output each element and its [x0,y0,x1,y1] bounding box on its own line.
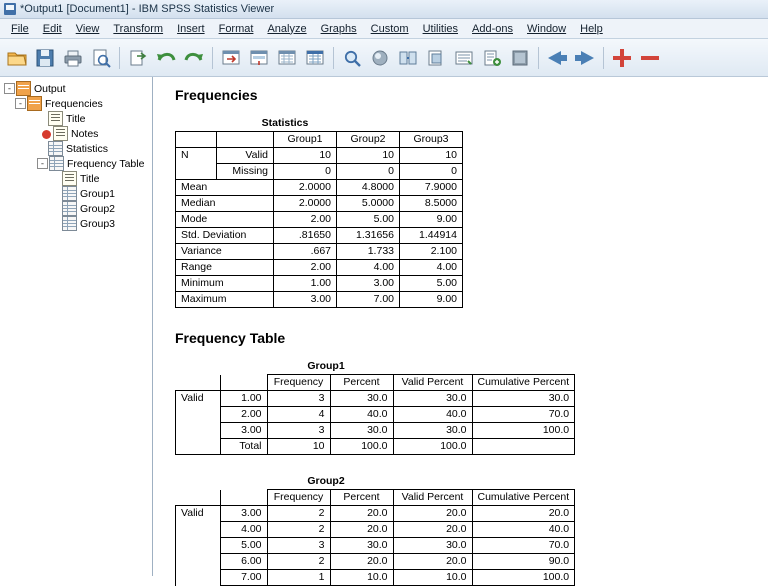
back-icon[interactable] [544,45,570,71]
table-header-row [176,132,463,148]
menu-custom[interactable] [364,21,416,37]
column-header-group3: Group3 [400,132,463,148]
save-file-icon[interactable] [32,45,58,71]
cell-value: 4.00 [337,260,400,276]
text-icon [62,171,77,186]
cell-cumulative: 20.0 [472,506,575,522]
table-row [176,292,463,308]
cell-frequency: 2 [267,506,330,522]
cell-value: 10 [400,148,463,164]
cell-value: .81650 [274,228,337,244]
cell-cumulative: 100.0 [472,423,575,439]
row-group-label: Valid [176,506,221,522]
table-row [176,276,463,292]
outline-item-title-2[interactable] [4,171,152,186]
row-category: 3.00 [220,423,267,439]
cell-valid-percent: 20.0 [393,522,472,538]
row-group-label [176,538,221,554]
window-title: *Output1 [Document1] - IBM SPSS Statistics Viewer [20,3,275,15]
menu-addons-label: Add-ons [472,22,513,35]
row-category: 3.00 [220,506,267,522]
group2-table-title: Group2 [307,475,345,487]
menu-transform-label: Transform [113,22,164,35]
cell-value: 0 [337,164,400,180]
menu-custom-label: Custom [370,22,409,35]
cell-value: 3.00 [337,276,400,292]
book-icon [16,81,31,96]
table-row [176,228,463,244]
outline-label: Statistics [66,142,109,155]
row-category: 5.00 [220,538,267,554]
designate-window-icon[interactable] [507,45,533,71]
menu-utilities[interactable] [416,21,465,37]
cell-value: 9.00 [400,212,463,228]
promote-icon[interactable] [609,45,635,71]
table-row [176,148,463,164]
table-icon [62,216,77,231]
text-icon [53,126,68,141]
split-file-icon[interactable] [395,45,421,71]
table-icon [62,201,77,216]
cell-value: 2.0000 [274,196,337,212]
group1-block [175,360,768,455]
cell-value: 1.31656 [337,228,400,244]
menu-view-label: View [75,22,100,35]
cell-frequency: 4 [267,407,330,423]
cell-frequency: 2 [267,522,330,538]
cell-value: 9.00 [400,292,463,308]
cell-valid-percent: 10.0 [393,570,472,586]
title-bar [0,0,768,19]
row-category: 6.00 [220,554,267,570]
table-row [176,180,463,196]
menu-view[interactable] [69,21,107,37]
toolbar-separator [333,47,334,69]
cell-cumulative: 100.0 [472,570,575,586]
cell-frequency: 3 [267,538,330,554]
cell-value: 2.00 [274,260,337,276]
goto-case-icon[interactable] [246,45,272,71]
redo-icon[interactable] [181,45,207,71]
menu-insert[interactable] [170,21,212,37]
toolbar-separator [119,47,120,69]
corner-cell-2 [220,375,267,391]
menu-edit-label: Edit [42,22,62,35]
column-header-cumulative-percent: Cumulative Percent [472,375,575,391]
show-hide-icon[interactable] [451,45,477,71]
row-category: 1.00 [220,391,267,407]
cell-percent: 30.0 [330,538,393,554]
cell-value: .667 [274,244,337,260]
outline-label: Title [66,112,86,125]
outline-item-frequencies[interactable] [4,96,152,111]
table-row [176,260,463,276]
cell-frequency: 2 [267,554,330,570]
table-row [176,196,463,212]
variables-icon[interactable] [274,45,300,71]
cell-frequency: 3 [267,391,330,407]
row-category: 4.00 [220,522,267,538]
row-label: Maximum [176,292,274,308]
expand-toggle-icon[interactable]: - [4,83,15,94]
row-label: Minimum [176,276,274,292]
table-icon [62,186,77,201]
open-file-icon[interactable] [4,45,30,71]
menu-analyze[interactable] [260,21,313,37]
table-header-row [176,490,575,506]
menu-window-label: Window [527,22,567,35]
cell-value: 5.00 [337,212,400,228]
group1-table-title: Group1 [307,360,345,372]
corner-cell [176,490,221,506]
menu-insert-label: Insert [177,22,205,35]
cell-value: 2.00 [274,212,337,228]
cell-cumulative: 70.0 [472,538,575,554]
table-row [176,212,463,228]
outline-label: Group1 [80,187,116,200]
toolbar-separator [603,47,604,69]
toolbar-separator [212,47,213,69]
forward-icon[interactable] [572,45,598,71]
row-label: N [176,148,217,164]
table-row [176,407,575,423]
cell-percent: 10.0 [330,570,393,586]
insert-table-icon[interactable] [302,45,328,71]
output-pane[interactable] [153,77,768,583]
outline-item-title[interactable] [4,111,152,126]
spss-viewer-icon [4,3,16,15]
outline-item-notes[interactable] [4,126,152,141]
outline-label: Group2 [80,202,116,215]
cell-frequency: 10 [267,439,330,455]
red-dot-icon [42,130,51,139]
outline-item-statistics[interactable] [4,141,152,156]
demote-icon[interactable] [637,45,663,71]
cell-valid-percent: 30.0 [393,423,472,439]
cell-valid-percent: 100.0 [393,439,472,455]
cell-percent: 20.0 [330,506,393,522]
menu-format[interactable] [212,21,261,37]
cell-value: 1.733 [337,244,400,260]
menu-window[interactable] [520,21,573,37]
cell-value: 0 [274,164,337,180]
row-group-label [176,522,221,538]
corner-cell [176,132,217,148]
table-row [176,391,575,407]
cell-value: 1.00 [274,276,337,292]
table-row [176,554,575,570]
cell-value: 8.5000 [400,196,463,212]
page-title-frequency-table: Frequency Table [175,330,286,346]
cell-percent: 40.0 [330,407,393,423]
insert-new-output-icon[interactable] [479,45,505,71]
cell-valid-percent: 20.0 [393,506,472,522]
row-label: Std. Deviation [176,228,274,244]
cell-cumulative: 90.0 [472,554,575,570]
cell-value: 10 [337,148,400,164]
menu-edit[interactable] [36,21,69,37]
cell-frequency: 1 [267,570,330,586]
corner-cell-2 [220,490,267,506]
table-header-row [176,375,575,391]
menu-bar[interactable] [0,19,768,39]
menu-file-label: File [11,22,29,35]
column-header-valid-percent: Valid Percent [393,375,472,391]
cell-value: 5.0000 [337,196,400,212]
export-icon[interactable] [125,45,151,71]
cell-percent: 100.0 [330,439,393,455]
cell-value: 2.100 [400,244,463,260]
row-total-label: Total [220,439,267,455]
cell-value: 1.44914 [400,228,463,244]
row-sublabel: Valid [217,148,274,164]
menu-analyze-label: Analyze [267,22,307,35]
menu-help-label: Help [580,22,603,35]
group2-block [175,475,768,586]
book-icon [27,96,42,111]
row-category: 2.00 [220,407,267,423]
column-header-frequency: Frequency [267,375,330,391]
row-label: Mean [176,180,274,196]
table-row [176,570,575,586]
cell-value: 0 [400,164,463,180]
table-icon [48,141,63,156]
cell-valid-percent: 40.0 [393,407,472,423]
menu-transform[interactable] [106,21,170,37]
statistics-table[interactable] [175,131,463,308]
table-row [176,522,575,538]
column-header-percent: Percent [330,490,393,506]
print-icon[interactable] [60,45,86,71]
table-row [176,538,575,554]
cell-valid-percent: 20.0 [393,554,472,570]
cell-percent: 30.0 [330,391,393,407]
cell-cumulative [472,439,575,455]
group2-table[interactable] [175,489,575,586]
column-header-frequency: Frequency [267,490,330,506]
cell-cumulative: 40.0 [472,522,575,538]
expand-toggle-icon[interactable]: - [15,98,26,109]
undo-icon[interactable] [153,45,179,71]
menu-graphs-label: Graphs [320,22,357,35]
column-header-valid-percent: Valid Percent [393,490,472,506]
cell-valid-percent: 30.0 [393,538,472,554]
row-group-label [176,439,221,455]
row-label [176,164,217,180]
find-icon[interactable] [339,45,365,71]
outline-item-group3[interactable] [4,216,152,231]
print-preview-icon[interactable] [88,45,114,71]
row-group-label [176,407,221,423]
row-group-label [176,554,221,570]
outline-item-output[interactable] [4,81,152,96]
row-label: Median [176,196,274,212]
corner-cell [176,375,221,391]
weight-cases-icon[interactable] [423,45,449,71]
toolbar-separator [538,47,539,69]
cell-cumulative: 70.0 [472,407,575,423]
row-sublabel: Missing [217,164,274,180]
table-icon [49,156,64,171]
outline-label: Output [34,82,66,95]
viewer-body [0,77,768,583]
outline-label: Notes [71,127,99,140]
row-group-label: Valid [176,391,221,407]
row-label: Mode [176,212,274,228]
cell-value: 7.00 [337,292,400,308]
row-group-label [176,423,221,439]
cell-value: 3.00 [274,292,337,308]
cell-value: 4.00 [400,260,463,276]
outline-label: Title [80,172,100,185]
group1-table[interactable] [175,374,575,455]
table-row [176,423,575,439]
column-header-group2: Group2 [337,132,400,148]
outline-label: Frequency Table [67,157,145,170]
row-category: 7.00 [220,570,267,586]
table-row [176,244,463,260]
statistics-table-title: Statistics [261,117,309,129]
menu-format-label: Format [218,22,254,35]
statistics-block [175,117,768,308]
text-icon [48,111,63,126]
cell-frequency: 3 [267,423,330,439]
cell-value: 2.0000 [274,180,337,196]
outline-item-group2[interactable] [4,201,152,216]
cell-value: 5.00 [400,276,463,292]
cell-percent: 20.0 [330,554,393,570]
row-label: Variance [176,244,274,260]
cell-valid-percent: 30.0 [393,391,472,407]
column-header-percent: Percent [330,375,393,391]
corner-cell-2 [217,132,274,148]
table-row [176,164,463,180]
table-row [176,506,575,522]
cell-percent: 30.0 [330,423,393,439]
toolbar[interactable] [0,39,768,77]
menu-utilities-label: Utilities [422,22,459,35]
cell-value: 10 [274,148,337,164]
cell-cumulative: 30.0 [472,391,575,407]
menu-file[interactable] [4,21,36,37]
cell-percent: 20.0 [330,522,393,538]
column-header-group1: Group1 [274,132,337,148]
table-row-total [176,439,575,455]
menu-addons[interactable] [465,21,520,37]
outline-pane[interactable] [0,77,153,576]
select-cases-icon[interactable] [367,45,393,71]
outline-item-group1[interactable] [4,186,152,201]
row-group-label [176,570,221,586]
page-title-frequencies: Frequencies [175,87,258,103]
outline-item-frequency-table[interactable] [4,156,152,171]
cell-value: 4.8000 [337,180,400,196]
menu-help[interactable] [573,21,610,37]
menu-graphs[interactable] [314,21,364,37]
outline-label: Frequencies [45,97,103,110]
expand-toggle-icon[interactable]: - [37,158,48,169]
cell-value: 7.9000 [400,180,463,196]
goto-data-icon[interactable] [218,45,244,71]
column-header-cumulative-percent: Cumulative Percent [472,490,575,506]
outline-label: Group3 [80,217,116,230]
row-label: Range [176,260,274,276]
